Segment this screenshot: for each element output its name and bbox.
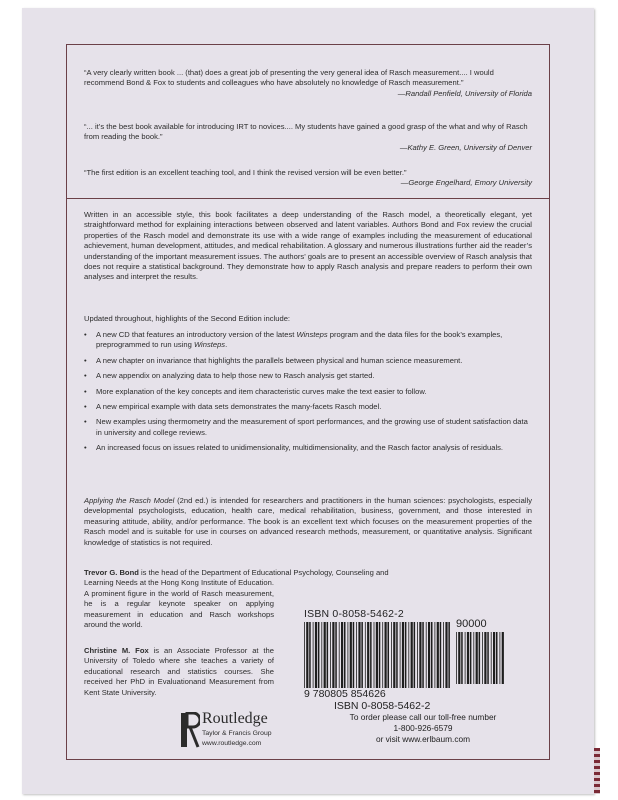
book-description: Written in an accessible style, this book facilitates a deep understanding of the Rasch model, a theoretically elegant, yet straightforward method for explaining interactions between observed and latent variables. Authors Bond and Fox review the crucial properties of the Rasch model and demonstrate its use with a wide range of examples including the measurement of educational achievement, human development, attitudes, and medical rehabilitation. A glossary and numerous illustrations further aid the reader’s understanding of the important measurement issues. The authors’ goals are to present an accessible overview of Rasch analysis that does not require a statistical background. They demonstrate how to apply Rasch analysis and prepare readers to perform their own analyses and interpret the results.	[84, 210, 532, 282]
quote-text: “The first edition is an excellent teaching tool, and I think the revised version will be even better.”	[84, 168, 407, 177]
order-website: or visit www.erlbaum.com	[375, 734, 471, 744]
quotes-divider	[66, 198, 550, 199]
review-quote	[84, 168, 532, 189]
bullet-icon: •	[84, 355, 87, 365]
book-title: Applying the Rasch Model	[84, 496, 175, 505]
quote-text: “... it’s the best book available for introducing IRT to novices.... My students have gained a good grasp of the what and why of Rasch from reading the book.”	[84, 122, 528, 142]
barcode-addon-bars	[456, 632, 506, 684]
publisher-group: Taylor & Francis Group	[202, 730, 272, 737]
quote-attribution: —Kathy E. Green, University of Denver	[399, 142, 532, 152]
barcode-bars	[304, 622, 450, 688]
highlight-text: A new chapter on invariance that highlights the parallels between physical and human science measurement.	[96, 355, 463, 365]
bullet-icon: •	[84, 417, 87, 427]
highlight-item	[84, 402, 532, 412]
ean-number: 9 780805 854626	[304, 688, 386, 700]
bullet-icon: •	[84, 443, 87, 453]
highlights-list	[84, 330, 532, 459]
order-phone: 1-800-926-6579	[393, 723, 453, 733]
price-code: 90000	[456, 618, 487, 630]
highlight-emphasis: Winsteps	[193, 340, 226, 350]
highlight-item	[84, 371, 532, 381]
author-bio-text: is the head of the Department of Educational Psychology, Counseling and	[138, 568, 389, 577]
author-name: Trevor G. Bond	[84, 568, 139, 577]
bullet-icon: •	[84, 330, 87, 339]
author-bio-text: Learning Needs at the Hong Kong Institute of Education. A prominent figure in the world of Rasch measurement, he is a regular keynote speaker on applying measurement in education and Rasch workshops around the world.	[84, 578, 274, 630]
page-edge-stripes	[594, 748, 600, 794]
quote-attribution: —Randall Penfield, University of Florida	[397, 88, 532, 98]
bullet-icon: •	[84, 402, 87, 412]
audience-text: (2nd ed.) is intended for researchers and practitioners in the human sciences: psychologists, especially developmental psychologists, education, health care, medical rehabilitation, business, government, and those interested in measuring attitude, ability, and/or performance. The book is an excellent text which focuses on the measurement properties of the Rasch model and is suitable for use in courses on advanced research methods, measurement, or quantitative analysis. Significant knowledge of statistics is not required.	[84, 496, 532, 547]
author-bio-fox	[84, 646, 274, 698]
isbn-top: ISBN 0-8058-5462-2	[304, 608, 404, 620]
isbn-bottom: ISBN 0-8058-5462-2	[334, 700, 431, 712]
highlight-emphasis: Winsteps	[296, 330, 328, 339]
bullet-icon: •	[84, 371, 87, 381]
highlight-text: A new empirical example with data sets demonstrates the many-facets Rasch model.	[96, 402, 382, 412]
routledge-r-icon	[180, 712, 200, 748]
highlight-text: An increased focus on issues related to unidimensionality, multidimensionality, and the Rasch factor analysis of residuals.	[96, 443, 504, 453]
bullet-icon: •	[84, 386, 87, 396]
order-line: To order please call our toll-free number	[349, 712, 497, 722]
highlight-text: New examples using thermometry and the measurement of sport performances, and the growing use of student satisfaction data in university and college reviews.	[96, 417, 528, 437]
order-info	[304, 712, 542, 745]
quote-text: “A very clearly written book ... (that) does a great job of presenting the very general idea of Rasch measurement.... I would recommend Bond & Fox to students and colleagues who have absolutely no knowledge of Rasch measurement.”	[84, 68, 494, 88]
author-bio-text: is an Associate Professor at the University of Toledo where she teaches a variety of educational research and statistics courses. She received her PhD in Evaluationand Measurement from Kent State University.	[84, 646, 274, 697]
isbn-barcode	[304, 608, 542, 712]
quote-attribution: —George Engelhard, Emory University	[400, 178, 532, 188]
highlight-text: A new CD that features an introductory version of the latest	[96, 330, 297, 339]
highlights-intro: Updated throughout, highlights of the Second Edition include:	[84, 314, 291, 323]
publisher-name: Routledge	[202, 710, 268, 727]
audience-paragraph	[84, 496, 532, 548]
highlight-item	[84, 443, 532, 453]
highlight-text: A new appendix on analyzing data to help those new to Rasch analysis get started.	[96, 371, 375, 381]
review-quote	[84, 122, 532, 153]
publisher-url: www.routledge.com	[202, 740, 262, 747]
publisher-logo	[180, 710, 300, 754]
review-quote	[84, 68, 532, 99]
highlight-text: More explanation of the key concepts and item characteristic curves make the text easier to follow.	[96, 386, 427, 396]
highlight-text: program and the data files for the book’s examples, preprogrammed to run using	[96, 330, 503, 350]
highlight-text: .	[225, 340, 228, 350]
highlight-item	[84, 387, 532, 397]
highlight-item	[84, 417, 532, 438]
highlight-item	[84, 330, 532, 351]
author-name: Christine M. Fox	[84, 646, 149, 655]
highlight-item	[84, 356, 532, 366]
